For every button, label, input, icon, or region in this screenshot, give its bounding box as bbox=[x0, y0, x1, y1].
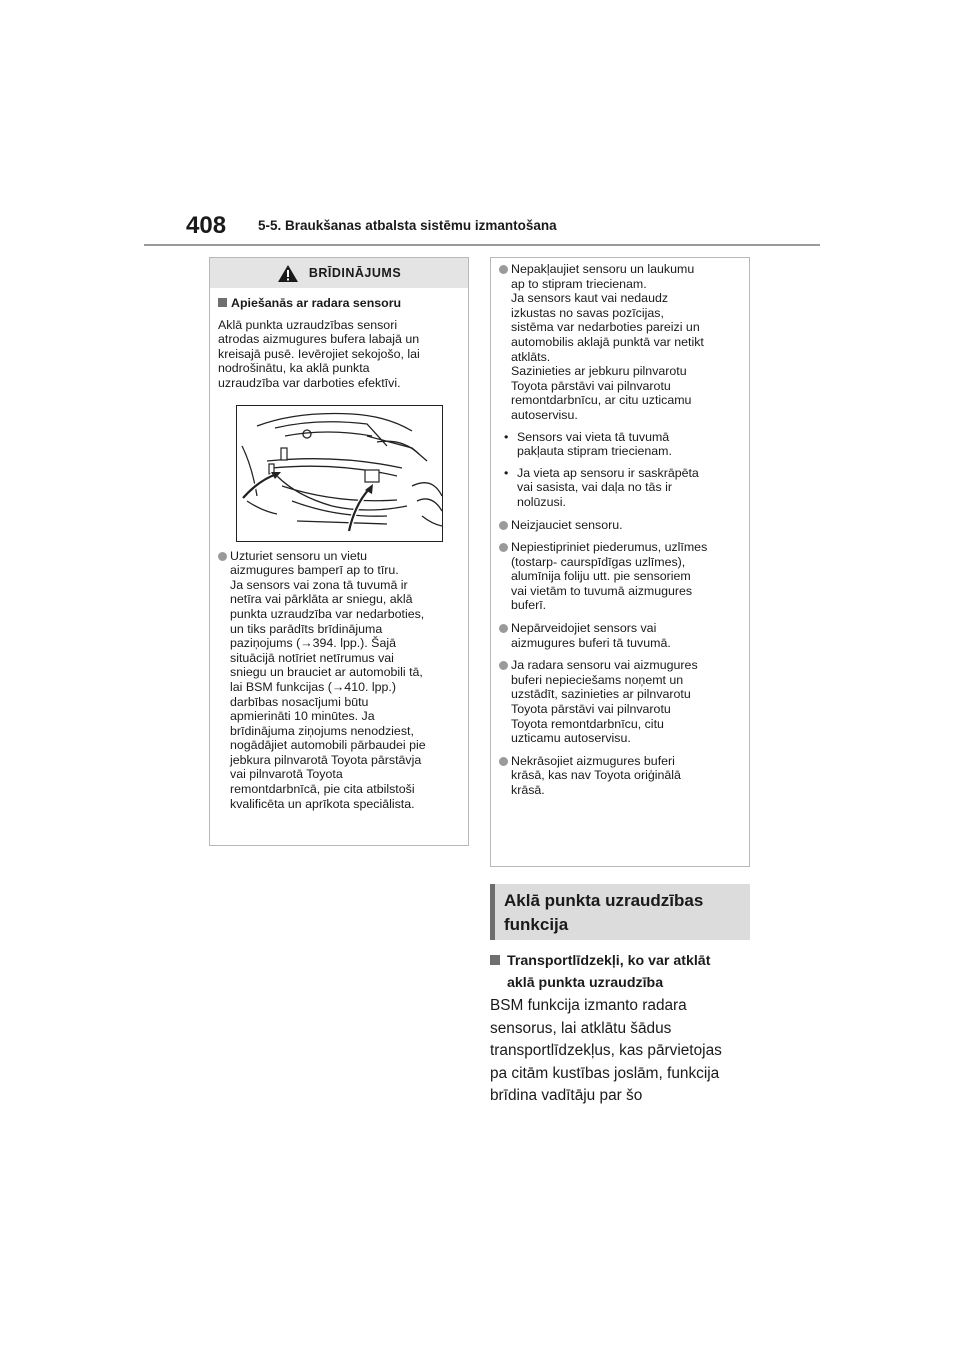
bullet-item: Ja radara sensoru vai aizmugures buferi nepieciešams noņemt un uzstādīt, sazinieties ar pilnvarotu Toyota pārstāvi vai pilnvarotu Toyota remontdarbnīcu, citu uzticamu autoservisu. bbox=[499, 658, 741, 746]
bullet-item: Neizjauciet sensoru. bbox=[499, 518, 741, 533]
bullet-dot-icon bbox=[499, 543, 508, 552]
bullet-item: Nepārveidojiet sensors vai aizmugures buferi tā tuvumā. bbox=[499, 621, 741, 650]
warning-title: BRĪDINĀJUMS bbox=[308, 266, 402, 280]
section-heading: Aklā punkta uzraudzības funkcija bbox=[490, 884, 750, 940]
sub-heading: Transportlīdzekļi, ko var atklāt aklā punkta uzraudzība bbox=[490, 950, 752, 994]
bullet-dot-icon bbox=[499, 624, 508, 633]
car-rear-drawing bbox=[237, 406, 442, 541]
bullet-item: Nepakļaujiet sensoru un laukumu ap to stipram triecienam. Ja sensors kaut vai nedaudz izkustas no savas pozīcijas, sistēma var nedarboties pareizi un automobilis aklajā punktā var netikt atklāts. Sazinieties ar jebkuru pilnvarotu Toyota pārstāvi vai pilnvarotu remontdarbnīcu, ar citu uzticamu autoservisu. bbox=[499, 262, 741, 423]
body-paragraph: BSM funkcija izmanto radara sensorus, lai atklātu šādus transportlīdzekļus, kas pārvietojas pa citām kustības joslām, funkcija brīdina vadītāju par šo bbox=[490, 997, 722, 1104]
heading-accent-bar bbox=[490, 884, 495, 940]
small-bullet-icon: • bbox=[504, 429, 509, 444]
bullet-dot-icon bbox=[499, 265, 508, 274]
square-bullet-icon bbox=[490, 955, 500, 965]
sub-list-item: • Ja vieta ap sensoru ir saskrāpēta vai sasista, vai daļa no tās ir nolūzusi. bbox=[504, 465, 699, 509]
bullet-dot-icon bbox=[499, 521, 508, 530]
sub-list-item: • Sensors vai vieta tā tuvumā pakļauta stipram triecienam. bbox=[504, 429, 672, 459]
bullet-dot-icon bbox=[499, 757, 508, 766]
small-bullet-icon: • bbox=[504, 465, 509, 480]
warning-intro: Aklā punkta uzraudzības sensori atrodas aizmugures bufera labajā un kreisajā pusē. Ievērojiet sekojošo, lai nodrošinātu, ka aklā punkta uzraudzība var darboties efektīvi. bbox=[218, 317, 420, 390]
header-divider bbox=[144, 244, 820, 246]
bullet-dot-icon bbox=[499, 661, 508, 670]
warning-header bbox=[210, 258, 468, 288]
warning-triangle-icon bbox=[277, 264, 299, 283]
bullet-item: Nepiestipriniet piederumus, uzlīmes (tostarp- caurspīdīgas uzlīmes), alumīnija foliju utt. pie sensoriem vai vietām to tuvumā aizmugures buferī. bbox=[499, 540, 741, 613]
bullet-dot-icon bbox=[218, 552, 227, 561]
bullet-item: Nekrāsojiet aizmugures buferi krāsā, kas nav Toyota oriģinālā krāsā. bbox=[499, 754, 741, 798]
square-bullet-icon bbox=[218, 298, 227, 307]
section-title: 5-5. Braukšanas atbalsta sistēmu izmantošana bbox=[258, 218, 557, 233]
warning-bullet: Uzturiet sensoru un vietu aizmugures bamperī ap to tīru. Ja sensors vai zona tā tuvumā ir netīra vai pārklāta ar sniegu, aklā punkta uzraudzība var nedarboties, un tiks parādīts brīdinājuma paziņojums (→394. lpp.). Šajā situācijā notīriet netīrumus vai sniegu un brauciet ar automobili tā, lai BSM funkcijas (→410. lpp.) darbības nosacījumi būtu apmierināti 10 minūtes. Ja brīdinājuma ziņojums nenodziest, nogādājiet automobili pārbaudei pie jebkura pilnvarotā Toyota pārstāvja vai pilnvarotā Toyota remontdarbnīcā, pie cita atbilstoši kvalificēta un aprīkota speciālista. bbox=[218, 549, 460, 812]
page-header bbox=[186, 212, 820, 246]
warning-box bbox=[209, 257, 469, 846]
page-number: 408 bbox=[186, 212, 227, 239]
warning-continuation-box bbox=[490, 257, 750, 867]
bumper-sensor-illustration bbox=[236, 405, 443, 542]
warning-sub-heading: Apiešanās ar radara sensoru bbox=[218, 296, 460, 311]
